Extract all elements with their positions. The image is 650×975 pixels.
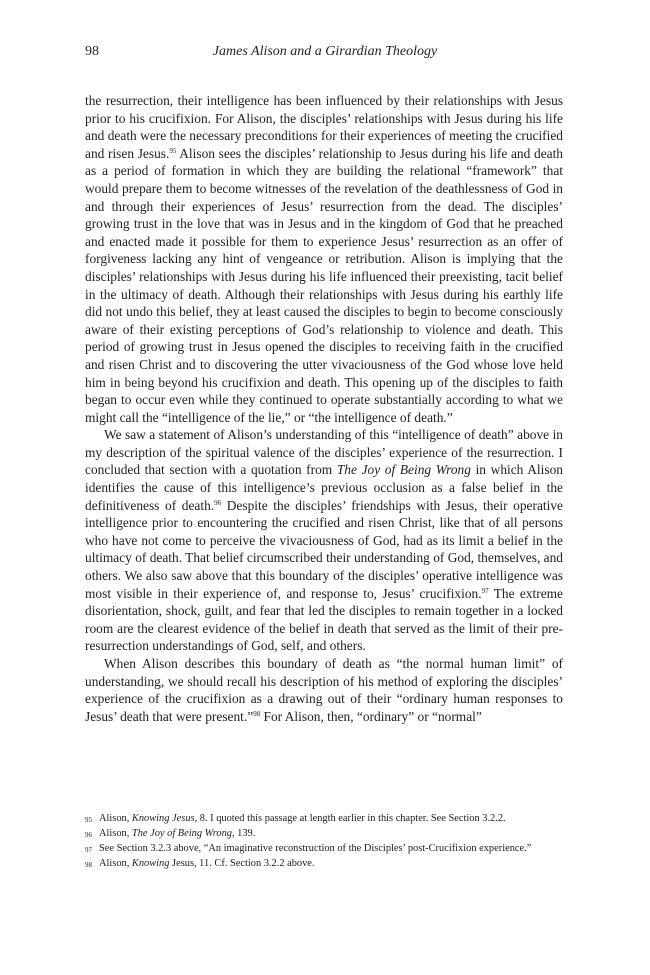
- footnotes: [85, 812, 563, 872]
- paragraph-2: We saw a statement of Alison’s understanding of this “intelligence of death” above in my description of the spiritual valence of the disciples’ experience of the resurrection. I concluded that section with a quotation from The Joy of Being Wrong in which Alison identifies the cause of this intelligence’s previous occlusion as a false belief in the definitiveness of death.$^{96}$ Despite the disciples’ friendships with Jesus, their operative intelligence prior to encountering the crucified and risen Christ, like that of all persons who have not come to perceive the vivaciousness of God, had as its limit a belief in the ultimacy of death. That belief circumscribed their understanding of God, themselves, and others. We also saw above that this boundary of the disciples’ operative intelligence was most visible in their experience of, and response to, Jesus’ crucifixion.$^{97}$ The extreme disorientation, shock, guilt, and fear that led the disciples to remain together in a locked room are the clearest evidence of the belief in death that served as the limit of their pre-resurrection understandings of God, self, and others.: [85, 427, 563, 654]
- footnote-number: 96: [85, 831, 92, 839]
- footnote-ref-96[interactable]: 96: [214, 498, 222, 507]
- book-title: The Joy of Being Wrong: [336, 462, 471, 478]
- footnote-number: 95: [85, 816, 92, 824]
- paragraph-3: When Alison describes this boundary of death as “the normal human limit” of understanding, we should recall his description of his method of exploring the disciples’ experience of the crucifixion as a drawing out of their “ordinary human responses to Jesus’ death that were present.”$^{98}$ For Alison, then, “ordinary” or “normal”: [85, 656, 563, 724]
- footnote-number: 98: [85, 861, 92, 869]
- footnote-ref-97[interactable]: 97: [481, 586, 489, 595]
- footnote: 97 See Section 3.2.3 above, “An imaginative reconstruction of the Disciples’ post-Crucifixion experience.”: [85, 842, 563, 857]
- paragraph-1: the resurrection, their intelligence has been influenced by their relationships with Jesus prior to his crucifixion. For Alison, the disciples’ relationships with Jesus during his life and death were the necessary preconditions for their experiences of meeting the crucified and risen Jesus.$^{95}$ Alison sees the disciples’ relationship to Jesus during his life and death as a period of formation in which they are building the relational “framework” that would prepare them to become witnesses of the revelation of the deathlessness of God in and through their experiences of Jesus’ resurrection from the dead. The disciples’ growing trust in the love that was in Jesus and in the kingdom of God that he preached and enacted made it possible for them to experience Jesus’ resurrection as an offer of forgiveness lacking any hint of vengeance or retribution. Alison is implying that the disciples’ relationships with Jesus during his life influenced their preexisting, tacit belief in the ultimacy of death. Although their relationships with Jesus during his earthly life did not undo this belief, they at least caused the disciples to begin to become consciously aware of their existing perceptions of God’s relationship to violence and death. This period of growing trust in Jesus opened the disciples to receiving faith in the crucified and risen Christ and to discovering the utter vivaciousness of the God whose love held him in being beyond his crucifixion and death. This opening up of the disciples to faith began to occur even while they continued to operate substantially according to what we might call the “intelligence of the lie,” or “the intelligence of death.”: [85, 93, 563, 425]
- footnote-number: 97: [85, 846, 92, 854]
- footnote: 95 Alison, Knowing Jesus, 8. I quoted this passage at length earlier in this chapter. See Section 3.2.2.: [85, 812, 563, 827]
- footnote-ref-98[interactable]: 98: [253, 709, 261, 718]
- running-title: James Alison and a Girardian Theology: [212, 44, 438, 59]
- footnote-ref-95[interactable]: 95: [169, 146, 177, 155]
- page-number: 98: [85, 44, 99, 59]
- footnote: 98 Alison, Knowing Jesus, 11. Cf. Section 3.2.2 above.: [85, 857, 563, 872]
- body-text: [85, 92, 563, 725]
- footnote: 96 Alison, The Joy of Being Wrong, 139.: [85, 827, 563, 842]
- page-header: [85, 44, 565, 64]
